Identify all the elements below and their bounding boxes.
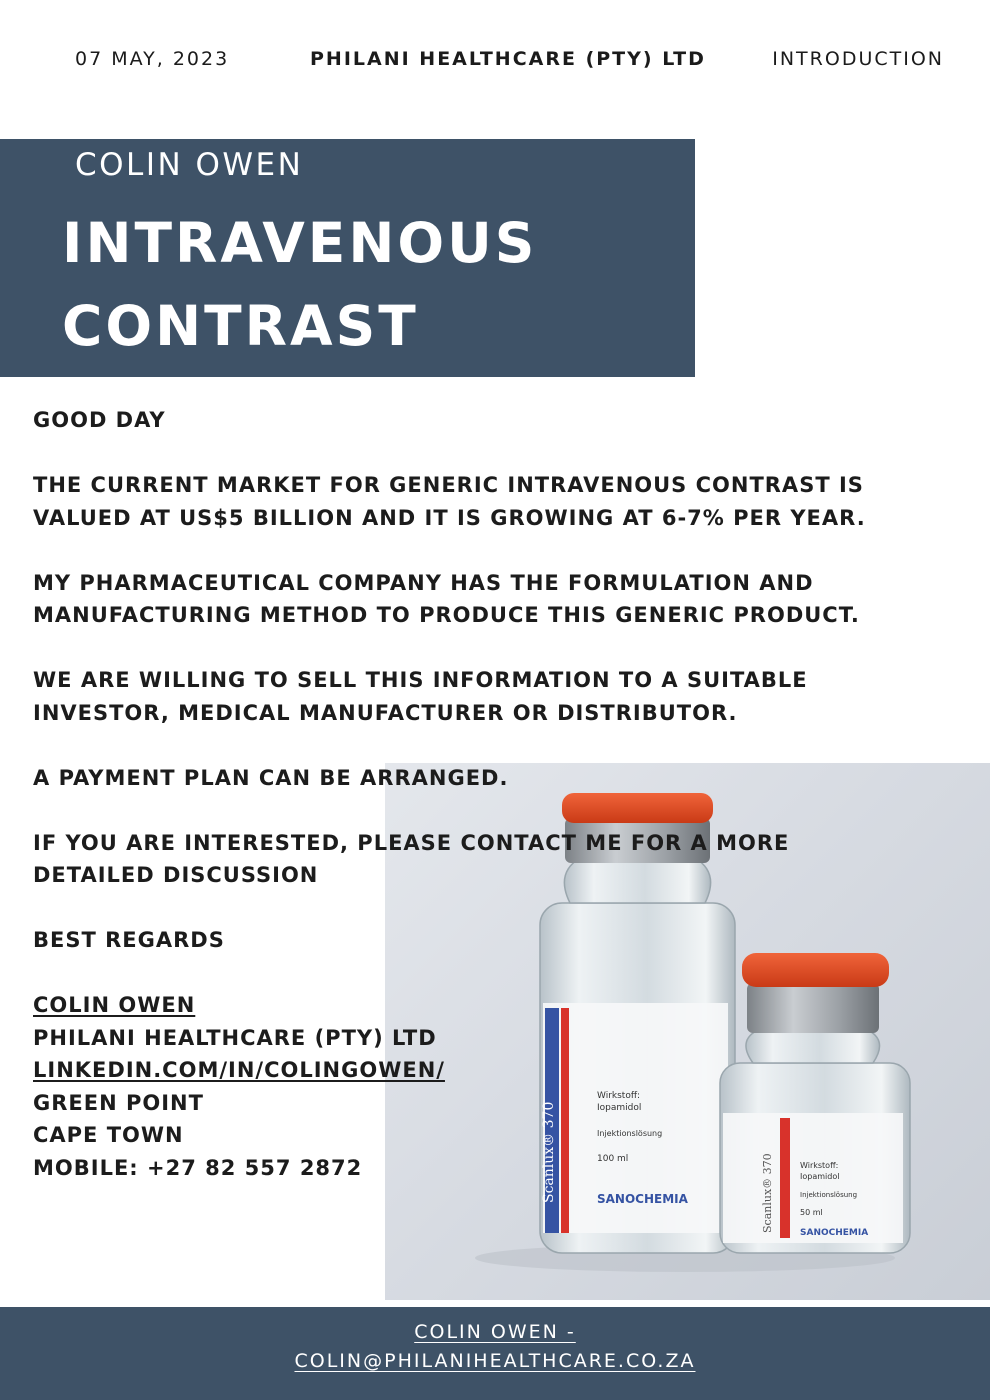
paragraph-payment: A PAYMENT PLAN CAN BE ARRANGED. xyxy=(33,765,509,790)
header-company: PHILANI HEALTHCARE (PTY) LTD xyxy=(310,48,706,70)
small-vial-label-4: 50 ml xyxy=(800,1208,823,1217)
small-vial-label-1: Wirkstoff: xyxy=(800,1161,839,1170)
large-vial-label-3: Injektionslösung xyxy=(597,1129,663,1138)
small-vial-maker: SANOCHEMIA xyxy=(800,1228,869,1238)
small-vial-label-2: Iopamidol xyxy=(800,1172,840,1181)
page-header xyxy=(0,48,990,76)
large-vial-label-2: Iopamidol xyxy=(597,1103,642,1113)
paragraph-contact: IF YOU ARE INTERESTED, PLEASE CONTACT ME FOR A MORE DETAILED DISCUSSION xyxy=(33,830,790,887)
large-vial-label-4: 100 ml xyxy=(597,1154,629,1164)
linkedin-link[interactable]: LINKEDIN.COM/IN/COLINGOWEN/ xyxy=(33,1058,445,1082)
page-title: INTRAVENOUS CONTRAST xyxy=(62,211,538,358)
signature-city: CAPE TOWN xyxy=(33,1123,184,1147)
closing: BEST REGARDS xyxy=(33,928,225,952)
large-vial-brand: Scanlux® 370 xyxy=(541,1101,557,1203)
banner-author: COLIN OWEN xyxy=(75,147,304,183)
header-section: INTRODUCTION xyxy=(772,48,944,70)
signature-name[interactable]: COLIN OWEN xyxy=(33,993,196,1017)
signature-company: PHILANI HEALTHCARE (PTY) LTD xyxy=(33,1025,437,1050)
header-date: 07 MAY, 2023 xyxy=(75,48,230,70)
signature-area: GREEN POINT xyxy=(33,1090,204,1115)
footer-name-link[interactable]: COLIN OWEN - xyxy=(414,1321,576,1343)
signature-block xyxy=(33,989,903,1184)
paragraph-company: MY PHARMACEUTICAL COMPANY HAS THE FORMULATION AND MANUFACTURING METHOD TO PRODUCE THIS GENERIC PRODUCT. xyxy=(33,570,860,627)
letter-body xyxy=(33,404,903,1184)
large-vial-label-1: Wirkstoff: xyxy=(597,1091,641,1101)
small-vial-label-3: Injektionslösung xyxy=(800,1191,858,1199)
footer-email-link[interactable]: COLIN@PHILANIHEALTHCARE.CO.ZA xyxy=(294,1350,696,1372)
large-vial-maker: SANOCHEMIA xyxy=(597,1192,688,1206)
paragraph-offer: WE ARE WILLING TO SELL THIS INFORMATION TO A SUITABLE INVESTOR, MEDICAL MANUFACTURER OR DISTRIBUTOR. xyxy=(33,668,808,725)
paragraph-market: THE CURRENT MARKET FOR GENERIC INTRAVENOUS CONTRAST IS VALUED AT US$5 BILLION AND IT IS GROWING AT 6-7% PER YEAR. xyxy=(33,473,866,530)
signature-mobile: MOBILE: +27 82 557 2872 xyxy=(33,1155,363,1180)
small-vial-brand: Scanlux® 370 xyxy=(761,1153,774,1233)
greeting: GOOD DAY xyxy=(33,408,166,432)
